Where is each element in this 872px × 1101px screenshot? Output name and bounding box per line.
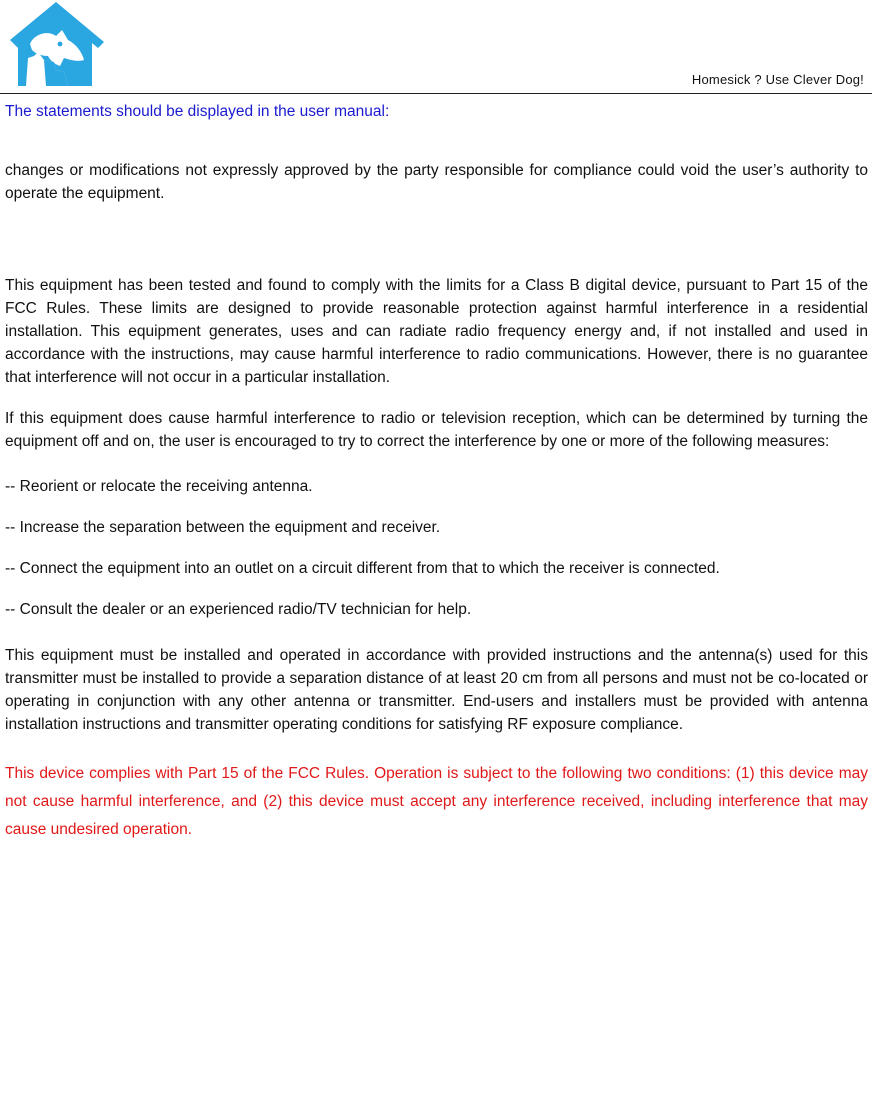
document-body bbox=[5, 96, 868, 844]
intro-statement: The statements should be displayed in the user manual: bbox=[5, 103, 390, 120]
dog-house-logo-icon bbox=[4, 0, 108, 88]
paragraph-part15-warning: This device complies with Part 15 of the FCC Rules. Operation is subject to the following two conditions: (1) this device may not cause harmful interference, and (2) this device must accept any interference received, including interference that may cause undesired operation. bbox=[5, 765, 868, 838]
page-header bbox=[0, 0, 872, 94]
paragraph-class-b: This equipment has been tested and found to comply with the limits for a Class B digital device, pursuant to Part 15 of the FCC Rules. These limits are designed to provide reasonable protection against harmful interference in a residential installation. This equipment generates, uses and can radiate radio frequency energy and, if not installed and used in accordance with the instructions, may cause harmful interference to radio communications. However, there is no guarantee that interference will not occur in a particular installation. bbox=[5, 277, 868, 386]
measure-item: -- Consult the dealer or an experienced radio/TV technician for help. bbox=[5, 601, 472, 618]
measure-item: -- Reorient or relocate the receiving antenna. bbox=[5, 478, 313, 495]
measure-item: -- Increase the separation between the equipment and receiver. bbox=[5, 519, 441, 536]
paragraph-rf-exposure: This equipment must be installed and operated in accordance with provided instructions and the antenna(s) used for this transmitter must be installed to provide a separation distance of at least 20 cm from all persons and must not be co-located or operating in conjunction with any other antenna or transmitter. End-users and installers must be provided with antenna installation instructions and transmitter operating conditions for satisfying RF exposure compliance. bbox=[5, 647, 868, 733]
paragraph-if-interference: If this equipment does cause harmful interference to radio or television reception, which can be determined by turning the equipment off and on, the user is encouraged to try to correct the interference by one or more of the following measures: bbox=[5, 410, 868, 450]
paragraph-modifications: changes or modifications not expressly approved by the party responsible for compliance could void the user’s authority to operate the equipment. bbox=[5, 162, 868, 202]
measure-item: -- Connect the equipment into an outlet on a circuit different from that to which the receiver is connected. bbox=[5, 560, 720, 577]
header-tagline: Homesick ? Use Clever Dog! bbox=[691, 72, 864, 87]
